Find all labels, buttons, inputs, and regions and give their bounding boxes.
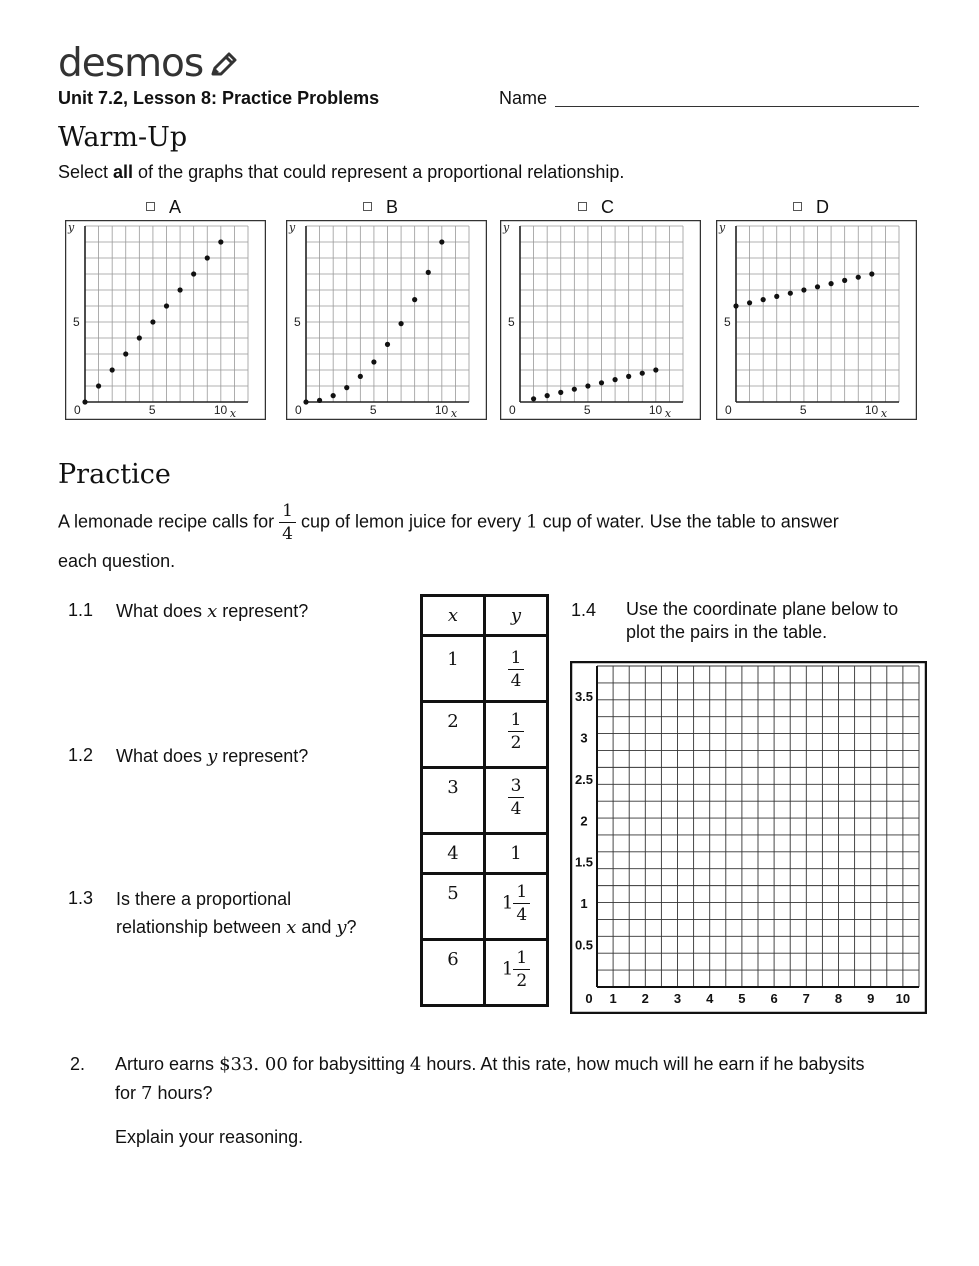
x-axis-label: x [229,407,237,420]
data-point [164,303,169,308]
graph-c [500,220,701,420]
data-point [842,278,847,283]
data-point [545,393,550,398]
y-tick-label: 1 [580,896,588,912]
x-tick-label: 9 [867,991,875,1006]
data-point [371,359,376,364]
tick-label: 10 [213,403,228,417]
x-tick-label: 2 [641,991,649,1006]
table-cell-x: 4 [422,834,485,874]
x-tick-label: 7 [802,991,810,1006]
data-point [344,385,349,390]
data-point [828,281,833,286]
data-point [191,271,196,276]
data-point [558,390,563,395]
tick-label: 10 [648,403,663,417]
practice-intro: A lemonade recipe calls for $\frac{1}{4}$ cup of lemon juice for every 1 cup of water. Use the table to answer [58,501,839,544]
y-tick-label: 1.5 [574,854,594,870]
tick-label: 5 [799,403,807,417]
q1-3-number: 1.3 [68,888,94,908]
q2-number: 2. [70,1054,86,1074]
graph-b-option[interactable]: B [363,197,398,218]
data-point [82,399,87,404]
tick-label: 0 [725,403,732,417]
data-point [788,291,793,296]
data-point [585,383,590,388]
x-tick-label: 3 [673,991,682,1006]
data-point [869,271,874,276]
tick-label: 5 [583,403,591,417]
graph-d [716,220,917,420]
tick-label: 0 [509,403,516,417]
data-point [599,380,604,385]
q1-1-text: What does x represent? [116,601,309,622]
warmup-title: Warm-Up [58,122,188,153]
y-tick-label: 2 [580,813,588,829]
table-cell-y: 1 $\frac{1}{2}$ [485,940,548,1006]
x-tick-label: 1 [609,991,617,1006]
data-point [761,297,766,302]
unit-title: Unit 7.2, Lesson 8: Practice Problems [58,88,380,108]
tick-label: 5 [73,315,80,329]
data-point [331,393,336,398]
q1-4-text: Use the coordinate plane below to plot the pairs in the table. [626,599,899,642]
x-axis-label: x [450,407,458,420]
checkbox-a[interactable] [146,202,155,211]
data-point [137,335,142,340]
graph-d-option[interactable]: D [793,197,829,218]
table-cell-y: $\frac{1}{4}$ [485,636,548,702]
data-point [177,287,182,292]
tick-label: 5 [724,315,731,329]
data-point [426,270,431,275]
graph-frame [66,221,266,420]
table-cell-x: 3 [422,768,485,834]
checkbox-d[interactable] [793,202,802,211]
data-point [653,367,658,372]
data-point [96,383,101,388]
q2-explain: Explain your reasoning. [115,1127,304,1147]
tick-label: 5 [369,403,377,417]
graph-a [65,220,266,420]
data-point [815,284,820,289]
practice-intro-line2: each question. [58,551,176,571]
data-point [572,387,577,392]
data-point [774,294,779,299]
graph-frame [287,221,487,420]
pencil-icon [209,50,239,80]
data-point [856,275,861,280]
data-point [612,377,617,382]
data-point [398,321,403,326]
coordinate-plane[interactable] [570,661,927,1014]
data-point [218,239,223,244]
x-tick-label: 0 [585,991,593,1006]
data-point [123,351,128,356]
y-axis-label: y [68,221,75,234]
q1-1-number: 1.1 [68,600,94,620]
graph-frame [501,221,701,420]
q1-4-number: 1.4 [571,600,597,620]
table-cell-x: 1 [422,636,485,702]
graph-frame [717,221,917,420]
table-cell-x: 5 [422,874,485,940]
practice-title: Practice [58,459,171,490]
data-point [385,342,390,347]
data-point [439,239,444,244]
data-point [150,319,155,324]
data-point [801,287,806,292]
checkbox-b[interactable] [363,202,372,211]
data-point [626,374,631,379]
y-axis-label: y [719,221,726,234]
graph-c-option[interactable]: C [578,197,614,218]
table-header-x: x [422,596,485,636]
table-cell-y: 1 $\frac{1}{4}$ [485,874,548,940]
data-point [640,371,645,376]
tick-label: 0 [74,403,81,417]
y-tick-label: 3 [580,730,588,746]
x-tick-label: 8 [834,991,843,1006]
xy-table [420,594,549,1007]
tick-label: 0 [295,403,302,417]
table-cell-x: 6 [422,940,485,1006]
name-line[interactable] [555,106,919,107]
y-tick-label: 3.5 [574,689,594,704]
q1-2-text: What does y represent? [116,746,309,767]
q1-3-text: Is there a proportional relationship between x and y? [116,889,357,938]
y-tick-label: 0.5 [574,937,594,953]
checkbox-c[interactable] [578,202,587,211]
x-tick-label: 4 [706,991,714,1006]
tick-label: 10 [864,403,879,417]
graph-a-option[interactable]: A [146,197,181,218]
table-header-y: y [485,596,548,636]
tick-label: 5 [148,403,156,417]
data-point [733,303,738,308]
tick-label: 10 [434,403,449,417]
table-cell-y: 1 [485,834,548,874]
data-point [317,398,322,403]
data-point [110,367,115,372]
plane-frame [571,662,926,1013]
data-point [358,374,363,379]
name-label: Name [499,88,548,108]
graph-b [286,220,487,420]
data-point [531,396,536,401]
q1-2-number: 1.2 [68,745,94,765]
data-point [303,399,308,404]
data-point [747,300,752,305]
y-axis-label: y [289,221,296,234]
data-point [205,255,210,260]
data-point [412,297,417,302]
desmos-logo: desmos [58,44,239,84]
y-axis-label: y [503,221,510,234]
tick-label: 5 [294,315,301,329]
table-cell-x: 2 [422,702,485,768]
x-axis-label: x [664,407,672,420]
table-cell-y: $\frac{3}{4}$ [485,768,548,834]
y-tick-label: 2.5 [574,771,594,787]
warmup-prompt: Select all of the graphs that could represent a proportional relationship. [58,162,625,182]
x-tick-label: 5 [738,991,746,1006]
x-tick-label: 6 [770,991,778,1006]
tick-label: 5 [508,315,515,329]
table-cell-y: $\frac{1}{2}$ [485,702,548,768]
x-axis-label: x [880,407,888,420]
x-tick-label: 10 [895,991,911,1006]
q2-text: Arturo earns $33. 00 for babysitting 4 hours. At this rate, how much will he earn if he babysits for 7 hours? [115,1054,865,1104]
